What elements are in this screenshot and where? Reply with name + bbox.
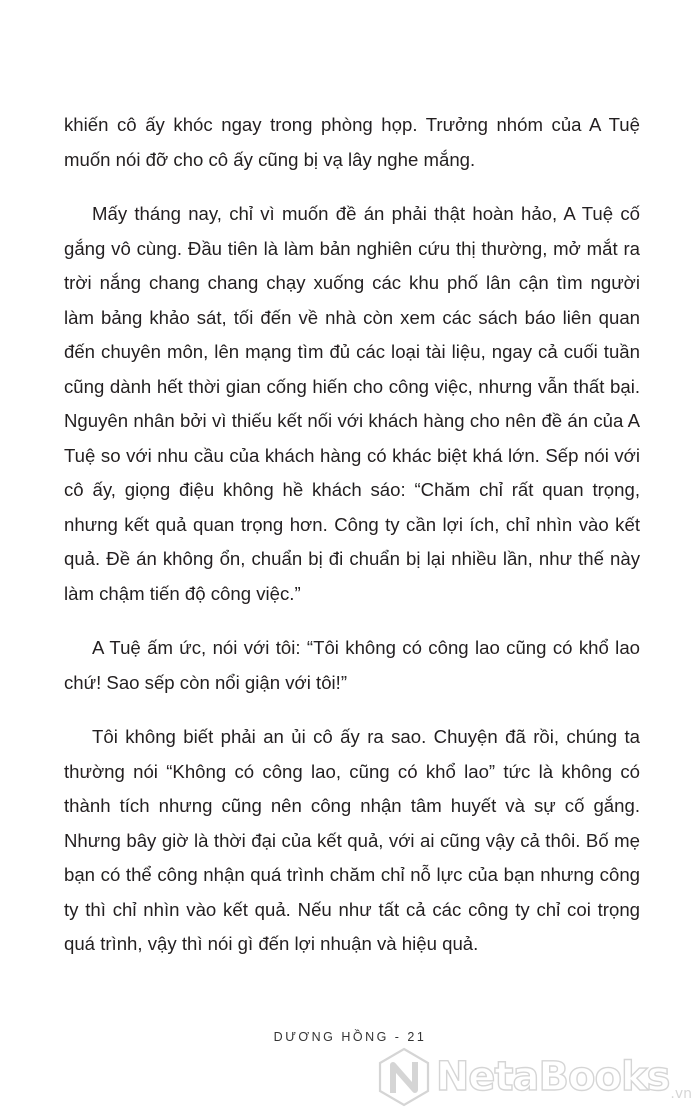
- paragraph: Tôi không biết phải an ủi cô ấy ra sao. Chuyện đã rồi, chúng ta thường nói “Không có công lao, cũng có khổ lao” tức là không có thành tích nhưng cũng nên công nhận tâm huyết và sự cố gắng. Nhưng bây giờ là thời đại của kết quả, với ai cũng vậy cả thôi. Bố mẹ bạn có thể công nhận quá trình chăm chỉ nỗ lực của bạn nhưng công ty thì chỉ nhìn vào kết quả. Nếu như tất cả các công ty chỉ coi trọng quá trình, vậy thì nói gì đến lợi nhuận và hiệu quả.: [64, 726, 640, 954]
- watermark: [376, 1046, 692, 1108]
- running-footer: DƯƠNG HỒNG - 21: [273, 1030, 427, 1044]
- watermark-suffix: .vn: [670, 1086, 692, 1102]
- watermark-brand: NetaBooks: [435, 1054, 670, 1100]
- paragraph: A Tuệ ấm ức, nói với tôi: “Tôi không có công lao cũng có khổ lao chứ! Sao sếp còn nổi giận với tôi!”: [64, 637, 640, 693]
- paragraph: Mấy tháng nay, chỉ vì muốn đề án phải thật hoàn hảo, A Tuệ cố gắng vô cùng. Đầu tiên là làm bản nghiên cứu thị thường, mở mắt ra trời nắng chang chang chạy xuống các khu phố lân cận tìm người làm bảng khảo sát, tối đến về nhà còn xem các sách báo liên quan đến chuyên môn, lên mạng tìm đủ các loại tài liệu, ngay cả cuối tuần cũng dành hết thời gian cống hiến cho công việc, nhưng vẫn thất bại. Nguyên nhân bởi vì thiếu kết nối với khách hàng cho nên đề án của A Tuệ so với nhu cầu của khách hàng có khác biệt khá lớn. Sếp nói với cô ấy, giọng điệu không hề khách sáo: “Chăm chỉ rất quan trọng, nhưng kết quả quan trọng hơn. Công ty cần lợi ích, chỉ nhìn vào kết quả. Đề án không ổn, chuẩn bị đi chuẩn bị lại nhiều lần, như thế này làm chậm tiến độ công việc.”: [64, 203, 640, 604]
- netabooks-logo-icon: [376, 1046, 432, 1108]
- page-body: [64, 108, 640, 982]
- paragraph-continuation: khiến cô ấy khóc ngay trong phòng họp. Trưởng nhóm của A Tuệ muốn nói đỡ cho cô ấy cũng bị vạ lây nghe mắng.: [64, 114, 640, 170]
